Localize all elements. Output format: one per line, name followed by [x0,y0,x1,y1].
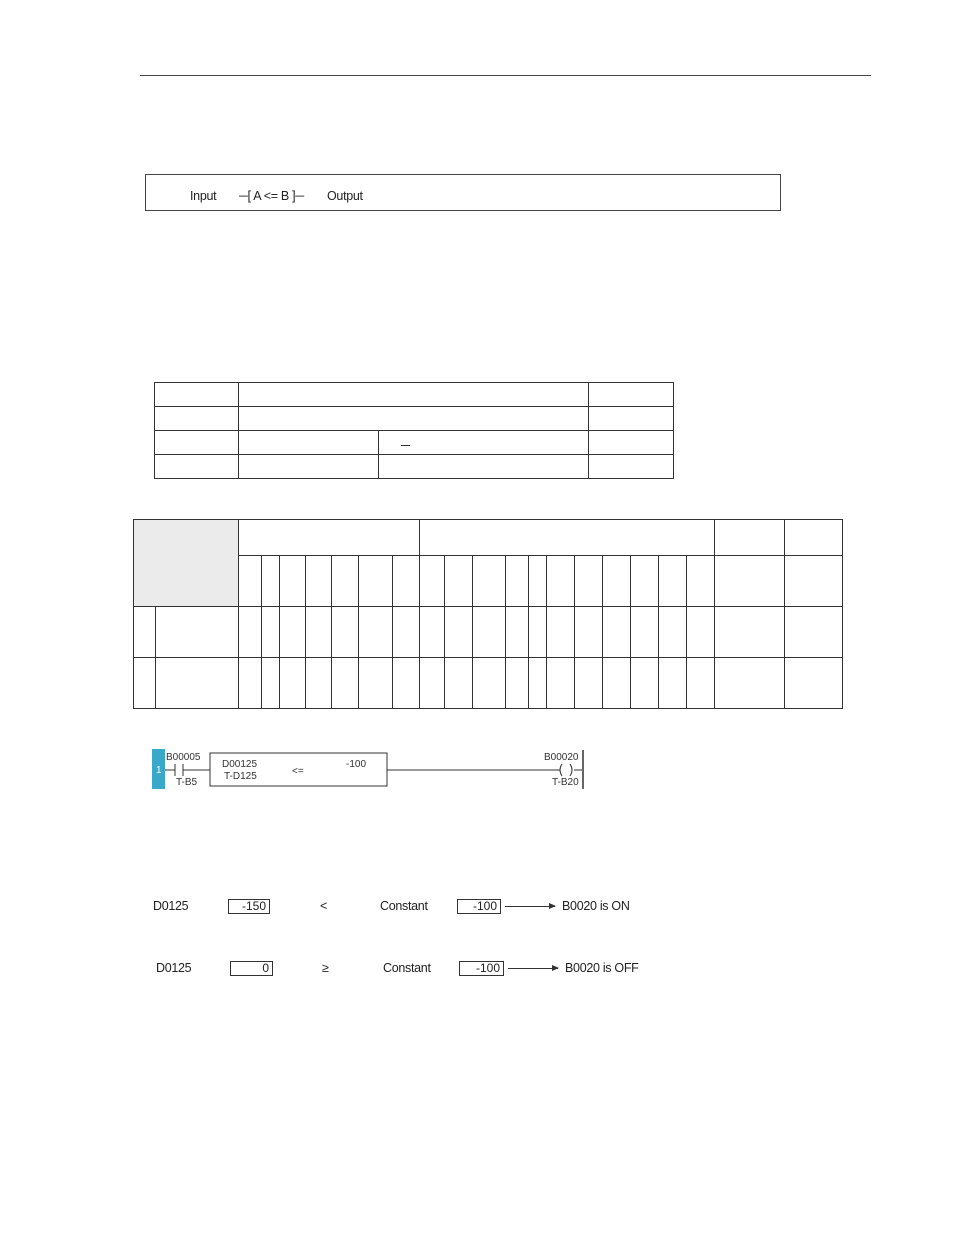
example-result: B0020 is OFF [565,961,639,975]
device-table [133,519,843,709]
example-result: B0020 is ON [562,899,630,913]
contact-tag: T-B5 [176,777,198,788]
example-constant-label: Constant [380,899,428,913]
example-comparator: < [320,899,327,913]
coil-address: B00020 [544,752,579,763]
operand-table [154,382,674,479]
instruction-syntax-box [145,174,781,211]
syntax-output-label: Output [327,189,363,203]
example-register: D0125 [156,961,192,975]
arrow-icon [505,906,555,907]
example-value-box: 0 [230,961,273,976]
example-constant-box: -100 [459,961,504,976]
header-rule [140,75,871,76]
operand-a-tag: T-D125 [224,771,257,782]
example-constant-label: Constant [383,961,431,975]
contact-address: B00005 [166,752,201,763]
coil-icon [560,764,572,776]
syntax-instruction: ─[ A <= B ]─ [239,189,304,203]
arrow-icon [508,968,558,969]
example-comparator: ≥ [322,961,329,975]
example-register: D0125 [153,899,189,913]
example-value-box: -150 [228,899,270,914]
compare-operator: <= [292,766,304,777]
syntax-input-label: Input [190,189,217,203]
example-constant-box: -100 [457,899,501,914]
operand-a: D00125 [222,759,258,770]
operand-b: -100 [346,759,367,770]
coil-tag: T-B20 [552,777,579,788]
rung-number: 1 [156,765,162,776]
ladder-diagram [150,748,590,792]
